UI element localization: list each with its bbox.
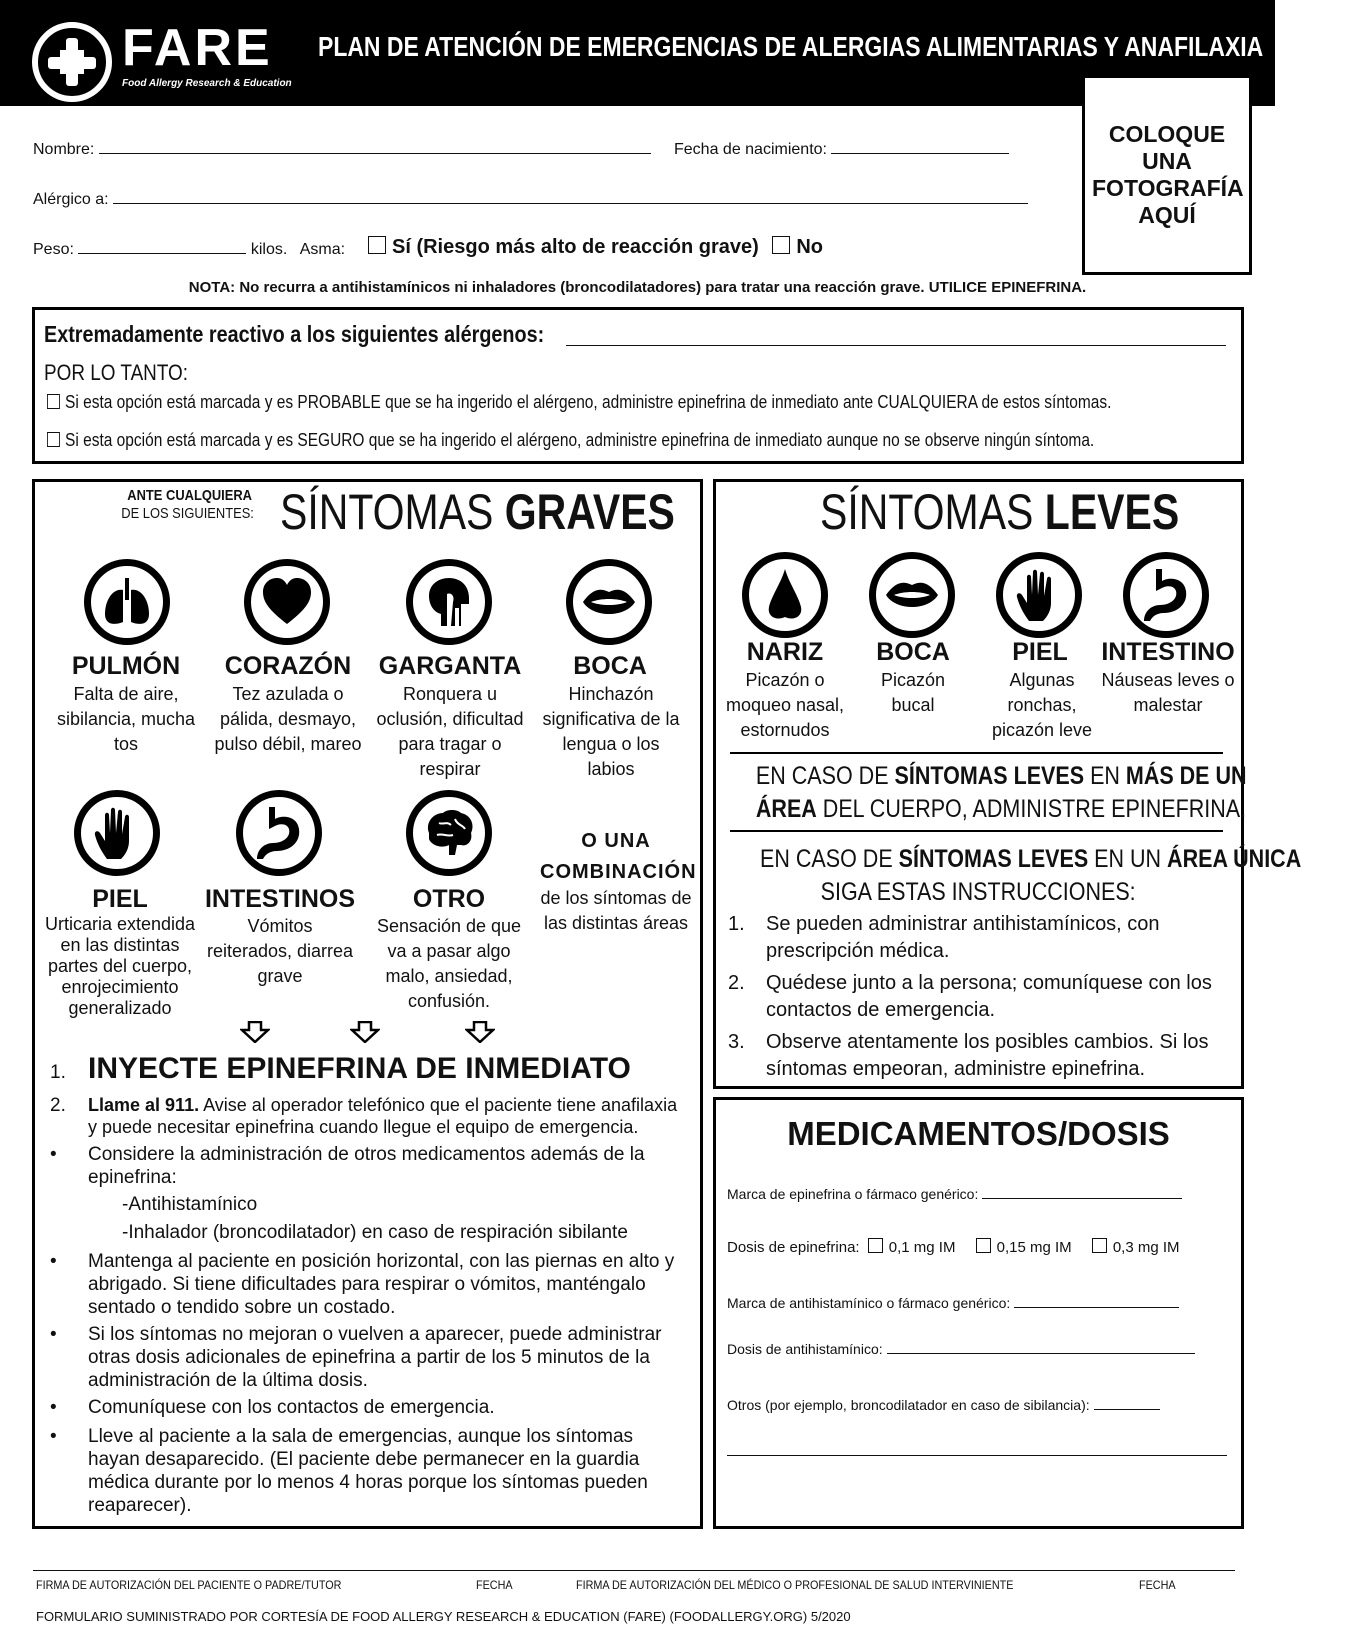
courtesy-text: FORMULARIO SUMINISTRADO POR CORTESÍA DE FOOD ALLERGY RESEARCH & EDUCATION (FARE) (FOODALLERGY.ORG) 5/2020 — [36, 1609, 851, 1624]
allergens-heading: Extremadamente reactivo a los siguientes alérgenos: — [44, 321, 545, 347]
step-2: 2. Llame al 911. Avise al operador telefónico que el paciente tiene anafilaxia y puede necesitar epinefrina cuando llegue el equipo de emergencia. — [50, 1095, 678, 1137]
bullet-3: • Si los síntomas no mejoran o vuelven a aparecer, puede administrar otras dosis adicionales de epinefrina a partir de los 5 minutos de la administración de la última dosis. — [50, 1324, 662, 1391]
single-area-instruction: EN CASO DE SÍNTOMAS LEVES EN UN ÁREA ÚNICA SIGA ESTAS INSTRUCCIONES: — [760, 845, 1302, 906]
epinephrine-dose-label: Dosis de epinefrina: — [727, 1239, 860, 1256]
other-meds-line[interactable] — [727, 1455, 1227, 1456]
symptom-name: INTESTINO — [1101, 638, 1235, 666]
dose-0-15-checkbox[interactable] — [976, 1238, 991, 1253]
divider — [730, 752, 1223, 754]
asthma-label: Asma: — [299, 241, 346, 258]
symptom-name: PIEL — [1012, 638, 1068, 666]
fare-logo-icon — [32, 22, 112, 102]
step-1-text: INYECTE EPINEFRINA DE INMEDIATO — [88, 1052, 631, 1085]
bullet-1: • Considere la administración de otros medicamentos además de la epinefrina: — [50, 1144, 645, 1188]
symptom-desc: Tez azulada o pálida, desmayo, pulso débil, mareo — [214, 684, 362, 754]
option-probable-text: Si esta opción está marcada y es PROBABLE que se ha ingerido el alérgeno, administre epinefrina de inmediato ante CUALQUIERA de estos síntomas. — [65, 392, 1112, 412]
symptom-desc: Náuseas leves o malestar — [1101, 670, 1235, 715]
symptom-name: OTRO — [412, 885, 486, 913]
option-sure-text: Si esta opción está marcada y es SEGURO que se ha ingerido el alérgeno, administre epinefrina de inmediato aunque no se observe ningún síntoma. — [65, 430, 1095, 450]
brain-icon — [406, 790, 492, 876]
name-field[interactable] — [33, 140, 651, 159]
medications-title: MEDICAMENTOS/DOSIS — [787, 1115, 1170, 1152]
symptom-name: CORAZÓN — [224, 652, 352, 680]
symptom-desc: Vómitos reiterados, diarrea grave — [206, 916, 354, 986]
bullet-2: • Mantenga al paciente en posición horizontal, con las piernas en alto y abrigado. Si tiene dificultades para respirar o vómitos, manténgalo sentado o tendido sobre un costado. — [50, 1251, 675, 1318]
photo-placeholder-text: COLOQUE UNA FOTOGRAFÍA AQUÍ — [1092, 121, 1244, 228]
mild-title: SÍNTOMAS LEVES — [820, 484, 1180, 540]
allergens-line[interactable] — [566, 345, 1226, 346]
asthma-yes-checkbox[interactable] — [368, 236, 386, 254]
symptom-desc: Ronquera u oclusión, dificultad para tragar o respirar — [376, 684, 524, 779]
hand-icon — [74, 790, 160, 876]
asthma-no-label: No — [796, 236, 824, 258]
symptom-desc: Picazón o moqueo nasal, estornudos — [725, 670, 845, 740]
form-title: PLAN DE ATENCIÓN DE EMERGENCIAS DE ALERGIAS ALIMENTARIAS Y ANAFILAXIA — [318, 31, 1264, 62]
stomach-icon — [236, 790, 322, 876]
hand-icon — [996, 552, 1082, 638]
name-label: Nombre: — [33, 141, 95, 158]
therefore-label: POR LO TANTO: — [44, 360, 189, 385]
patient-signature-label: FIRMA DE AUTORIZACIÓN DEL PACIENTE O PADRE/TUTOR — [36, 1578, 342, 1592]
nose-icon — [742, 552, 828, 638]
symptom-name: INTESTINOS — [204, 885, 355, 913]
bullet-4: • Comuníquese con los contactos de emergencia. — [50, 1397, 495, 1418]
epinephrine-dose-field: Dosis de epinefrina: 0,1 mg IM 0,15 mg IM 0,3 mg IM — [727, 1239, 1180, 1256]
dose-0-1-checkbox[interactable] — [868, 1238, 883, 1253]
weight-unit: kilos. — [250, 241, 288, 258]
multi-area-instruction: EN CASO DE SÍNTOMAS LEVES EN MÁS DE UN ÁREA DEL CUERPO, ADMINISTRE EPINEFRINA. — [755, 762, 1247, 823]
doctor-signature-label: FIRMA DE AUTORIZACIÓN DEL MÉDICO O PROFESIONAL DE SALUD INTERVINIENTE — [576, 1578, 1014, 1592]
symptom-desc: Hinchazón significativa de la lengua o los labios — [542, 684, 680, 779]
bullet-5: • Lleve al paciente a la sala de emergencias, aunque los síntomas hayan desaparecido. (El paciente debe permanecer en la guardia médica durante por lo menos 4 horas porque los síntomas pueden reaparecer). — [50, 1426, 648, 1516]
down-arrow-icon — [240, 1021, 270, 1043]
step-1: 1. INYECTE EPINEFRINA DE INMEDIATO — [50, 1052, 631, 1085]
throat-icon — [406, 559, 492, 645]
heart-icon — [244, 559, 330, 645]
epinephrine-brand-label: Marca de epinefrina o fármaco genérico: — [727, 1186, 979, 1202]
other-meds-field[interactable] — [727, 1396, 1160, 1413]
date-label: FECHA — [1139, 1578, 1176, 1592]
symptom-desc: Picazón bucal — [880, 670, 946, 715]
mild-step-2: 2. Quédese junto a la persona; comuníquese con los contactos de emergencia. — [728, 972, 1212, 1021]
symptom-name: PULMÓN — [71, 652, 181, 680]
antihistamine-dose-field[interactable] — [727, 1340, 1195, 1357]
date-label: FECHA — [476, 1578, 513, 1592]
down-arrow-icon — [465, 1021, 495, 1043]
symptom-desc: Sensación de que va a pasar algo malo, ansiedad, confusión. — [376, 916, 522, 1011]
weight-label: Peso: — [33, 241, 74, 258]
combination-desc: de los síntomas de las distintas áreas — [540, 888, 692, 933]
photo-placeholder[interactable] — [1082, 75, 1252, 275]
bullet-1-sub-1: -Antihistamínico — [122, 1194, 258, 1215]
dose-0-3-checkbox[interactable] — [1092, 1238, 1107, 1253]
note-text: NOTA: No recurra a antihistamínicos ni inhaladores (broncodilatadores) para tratar una reacción grave. UTILICE EPINEFRINA. — [188, 279, 1087, 296]
logo-name: FARE — [122, 19, 273, 77]
option-sure — [47, 430, 1094, 451]
probable-checkbox[interactable] — [47, 394, 60, 409]
antihistamine-dose-label: Dosis de antihistamínico: — [727, 1341, 883, 1357]
combination-heading: O UNA COMBINACIÓN — [540, 830, 697, 883]
dob-label: Fecha de nacimiento: — [674, 141, 827, 158]
option-probable — [47, 392, 1111, 413]
symptom-desc: Urticaria extendida en las distintas partes del cuerpo, enrojecimiento generalizado — [44, 914, 196, 1018]
mouth-icon — [869, 552, 955, 638]
medications-box — [713, 1097, 1244, 1529]
asthma-options — [368, 236, 823, 259]
signature-line[interactable] — [33, 1570, 1235, 1571]
symptom-name: NARIZ — [746, 638, 824, 666]
epinephrine-brand-field[interactable] — [727, 1185, 1182, 1202]
sure-checkbox[interactable] — [47, 432, 60, 447]
asthma-yes-label: Sí (Riesgo más alto de reacción grave) — [392, 236, 759, 258]
lungs-icon — [84, 559, 170, 645]
other-meds-label: Otros (por ejemplo, broncodilatador en caso de sibilancia): — [727, 1397, 1090, 1413]
symptom-desc: Falta de aire, sibilancia, mucha tos — [56, 684, 196, 754]
allergic-to-field[interactable] — [33, 190, 1028, 209]
down-arrow-icon — [350, 1021, 380, 1043]
stomach-icon — [1123, 552, 1209, 638]
severe-prefix: ANTE CUALQUIERA DE LOS SIGUIENTES: — [121, 487, 254, 522]
allergic-to-label: Alérgico a: — [33, 191, 109, 208]
mild-step-1: 1. Se pueden administrar antihistamínicos, con prescripción médica. — [728, 913, 1160, 962]
mild-step-3: 3. Observe atentamente los posibles cambios. Si los síntomas empeoran, administre epinefrina. — [728, 1031, 1209, 1080]
severe-title: SÍNTOMAS GRAVES — [280, 484, 675, 540]
antihistamine-brand-field[interactable] — [727, 1294, 1179, 1311]
symptom-desc: Algunas ronchas, picazón leve — [991, 670, 1093, 740]
symptom-name: BOCA — [876, 638, 950, 666]
mouth-icon — [566, 559, 652, 645]
weight-field[interactable] — [33, 240, 345, 259]
symptom-name: BOCA — [573, 652, 647, 680]
divider — [730, 830, 1223, 832]
logo-subtitle: Food Allergy Research & Education — [122, 78, 292, 89]
symptom-name: GARGANTA — [378, 652, 522, 680]
symptom-name: PIEL — [92, 885, 148, 913]
dob-field[interactable] — [674, 140, 1009, 159]
asthma-no-checkbox[interactable] — [772, 236, 790, 254]
bullet-1-sub-2: -Inhalador (broncodilatador) en caso de respiración sibilante — [122, 1222, 628, 1243]
antihistamine-brand-label: Marca de antihistamínico o fármaco genérico: — [727, 1295, 1011, 1311]
